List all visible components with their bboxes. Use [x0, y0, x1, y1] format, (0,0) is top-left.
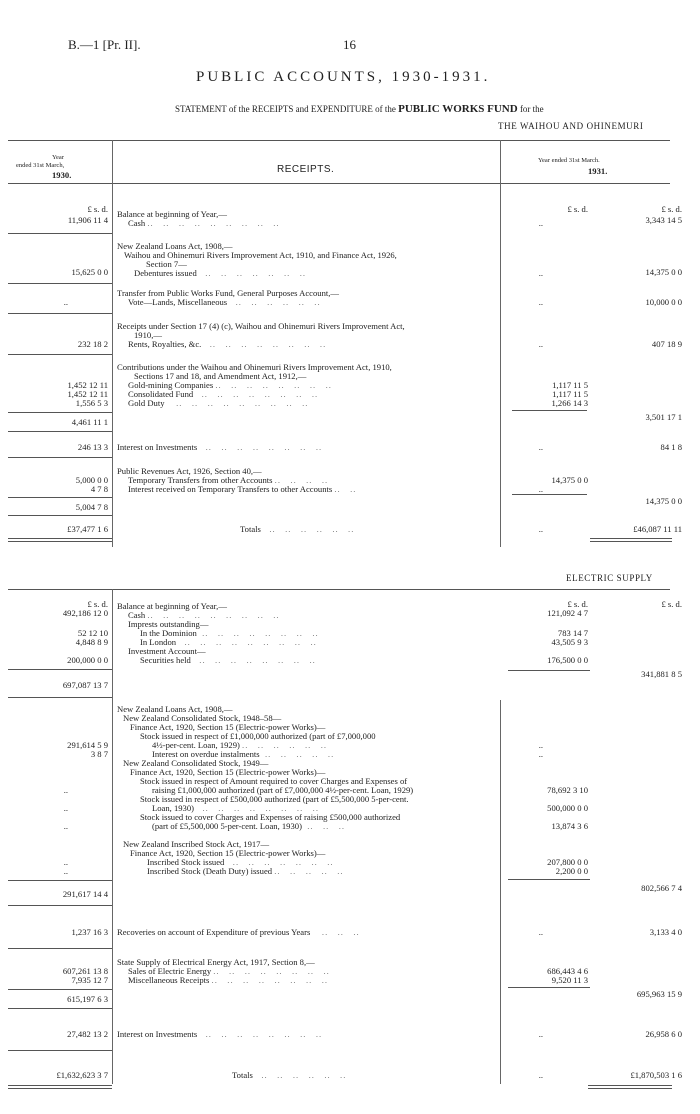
imprests-label: Imprests outstanding— — [128, 619, 209, 629]
for-the: for the — [519, 104, 544, 114]
interest-1930: 27,482 13 2 — [67, 1029, 108, 1039]
securities-1931: 176,500 0 0 — [547, 655, 588, 665]
double-rule — [8, 538, 112, 542]
balance-label: Balance at beginning of Year,— — [117, 601, 227, 611]
misc-1931: 9,520 11 3 — [551, 975, 588, 985]
stock3-1930: .. — [63, 803, 68, 813]
overdue-1931: .. — [538, 749, 543, 759]
temp-label: Temporary Transfers from other Accounts .. .. .. .. — [128, 475, 329, 485]
page-number: 16 — [343, 37, 356, 52]
stock4b-label: (part of £5,500,000 5-per-cent. Loan, 1930) .. .. .. — [152, 821, 346, 831]
rule — [8, 412, 112, 413]
rents-1931-mid: .. — [538, 339, 543, 349]
fa1920a-label: Finance Act, 1920, Section 15 (Electric-power Works)— — [130, 722, 326, 732]
vote-label: Vote—Lands, Miscellaneous .. .. .. .. .. .. — [128, 297, 321, 307]
rule — [8, 1008, 112, 1009]
receipts17-label: Receipts under Section 17 (4) (c), Waihou and Ohinemuri Rivers Improvement Act, — [117, 321, 405, 331]
totals-label: Totals .. .. .. .. .. .. — [240, 524, 355, 534]
stock3-1931: 500,000 0 0 — [547, 803, 588, 813]
rule — [8, 354, 112, 355]
pra-total-1930: 5,004 7 8 — [75, 502, 108, 512]
sales-1930: 607,261 13 8 — [62, 966, 108, 976]
page-reference: B.—1 [Pr. II]. — [68, 37, 141, 52]
rule — [8, 669, 112, 670]
statement-subtitle: THE WAIHOU AND OHINEMURI — [498, 121, 644, 131]
stock1-1931: .. — [538, 740, 543, 750]
inscribed-dd-1930: .. — [63, 866, 68, 876]
consolidated-1930: 1,452 12 11 — [67, 389, 108, 399]
rents-label: Rents, Royalties, &c. .. .. .. .. .. .. .. .. — [128, 339, 327, 349]
dominion-1931: 783 14 7 — [557, 628, 588, 638]
double-rule — [590, 538, 672, 542]
balance-label: Balance at beginning of Year,— — [117, 209, 227, 219]
contrib-label: Contributions under the Waihou and Ohinemuri Rivers Improvement Act, 1910, — [117, 362, 392, 372]
loans-total-1931: 802,566 7 4 — [641, 883, 682, 893]
fund-name: PUBLIC WORKS FUND — [398, 103, 518, 115]
header-bottom-rule — [8, 183, 670, 184]
cash-1931-mid: .. — [538, 218, 543, 228]
recoveries-1930: 1,237 16 3 — [71, 927, 108, 937]
stock1a-label: Stock issued in respect of £1,000,000 authorized (part of £7,000,000 — [140, 731, 376, 741]
nzcs2-label: New Zealand Consolidated Stock, 1949— — [123, 758, 269, 768]
gold-mining-label: Gold-mining Companies .. .. .. .. .. .. .. .. — [128, 380, 332, 390]
header-year-ended-right: Year ended 31st March. — [538, 157, 600, 164]
interest-1931: 26,958 6 0 — [645, 1029, 682, 1039]
stock3b-label: Loan, 1930) .. .. .. .. .. .. .. .. — [152, 803, 319, 813]
nzla-label: New Zealand Loans Act, 1908,— — [117, 704, 233, 714]
rule — [8, 233, 112, 234]
rule — [8, 457, 112, 458]
temp-1930: 5,000 0 0 — [75, 475, 108, 485]
temp-int-1931-mid: .. — [538, 484, 543, 494]
header-top-rule — [8, 140, 670, 141]
recoveries-label: Recoveries on account of Expenditure of previous Years .. .. .. — [117, 927, 360, 937]
rule — [8, 697, 112, 698]
state-supply-label: State Supply of Electrical Energy Act, 1917, Section 8,— — [117, 957, 315, 967]
contrib2-label: Sections 17 and 18, and Amendment Act, 1912,— — [134, 371, 307, 381]
sales-label: Sales of Electric Energy .. .. .. .. .. .. .. .. — [128, 966, 330, 976]
gold-duty-1931: 1,266 14 3 — [551, 398, 588, 408]
totals-label: Totals .. .. .. .. .. .. — [232, 1070, 347, 1080]
overdue-1930: 3 8 7 — [90, 749, 108, 759]
main-title: PUBLIC ACCOUNTS, 1930-1931. — [196, 69, 491, 85]
rule — [508, 987, 590, 988]
cash-1930: 492,186 12 0 — [62, 608, 108, 618]
stock2-1931: 78,692 3 10 — [547, 785, 588, 795]
inscribed-label: Inscribed Stock issued .. .. .. .. .. .. .. — [147, 857, 334, 867]
london-1930: 4,848 8 9 — [75, 637, 108, 647]
sec2-top-rule — [8, 589, 670, 590]
section7-label: Section 7— — [146, 259, 187, 269]
cash-label: Cash .. .. .. .. .. .. .. .. .. — [128, 218, 280, 228]
gold-duty-label: Gold Duty .. .. .. .. .. .. .. .. .. — [128, 398, 309, 408]
rule — [508, 670, 590, 671]
inscribed-dd-label: Inscribed Stock (Death Duty) issued .. .. .. .. .. — [147, 866, 344, 876]
sales-1931: 686,443 4 6 — [547, 966, 588, 976]
rule — [512, 410, 587, 411]
header-year-1931: 1931. — [588, 166, 608, 176]
stock1b-label: 4½-per-cent. Loan, 1929) .. .. .. .. .. .. — [152, 740, 328, 750]
stock4a-label: Stock issued to cover Charges and Expenses of raising £500,000 authorized — [140, 812, 401, 822]
cash-1930: 11,906 11 4 — [67, 215, 108, 225]
dominion-1930: 52 12 10 — [77, 628, 108, 638]
london-1931: 43,505 9 3 — [551, 637, 588, 647]
recoveries-1931-mid: .. — [538, 927, 543, 937]
units-1931-mid: £ s. d. — [567, 599, 588, 609]
rule — [8, 948, 112, 949]
misc-1930: 7,935 12 7 — [71, 975, 108, 985]
stock2a-label: Stock issued in respect of Amount required to cover Charges and Expenses of — [140, 776, 408, 786]
rule — [8, 515, 112, 516]
invest-acct-label: Investment Account— — [128, 646, 206, 656]
stock2b-label: raising £1,000,000 authorized (part of £7,000,000 4½-per-cent. Loan, 1929) — [152, 785, 414, 795]
interest-1931-mid: .. — [538, 442, 543, 452]
cash-label: Cash .. .. .. .. .. .. .. .. .. — [128, 610, 280, 620]
london-label: In London .. .. .. .. .. .. .. .. .. — [140, 637, 317, 647]
totals-1931-mid: .. — [538, 1070, 543, 1080]
debentures-1931: 14,375 0 0 — [645, 267, 682, 277]
dominion-label: In the Dominion .. .. .. .. .. .. .. .. — [140, 628, 319, 638]
temp-int-label: Interest received on Temporary Transfers to other Accounts .. .. — [128, 484, 357, 494]
totals-1931: £46,087 11 11 — [633, 524, 682, 534]
double-rule — [588, 1085, 672, 1089]
rule — [508, 879, 590, 880]
units-1930: £ s. d. — [87, 599, 108, 609]
interest-1930: 246 13 3 — [77, 442, 108, 452]
statement-line — [175, 104, 544, 115]
temp-1931-mid: 14,375 0 0 — [551, 475, 588, 485]
units-1930: £ s. d. — [87, 204, 108, 214]
debentures-label: Debentures issued .. .. .. .. .. .. .. — [134, 268, 306, 278]
rule — [8, 283, 112, 284]
rule — [8, 880, 112, 881]
rule — [8, 989, 112, 990]
rule — [8, 1050, 112, 1051]
col-rule-left-s1 — [112, 140, 113, 547]
nzla-label: New Zealand Loans Act, 1908,— — [117, 241, 233, 251]
rule — [8, 497, 112, 498]
col-rule-left-s2 — [112, 589, 113, 1084]
units-1931: £ s. d. — [661, 204, 682, 214]
inscribed-dd-1931: 2,200 0 0 — [555, 866, 588, 876]
wo-act-label: Waihou and Ohinemuri Rivers Improvement Act, 1910, and Finance Act, 1926, — [124, 250, 397, 260]
consolidated-1931: 1,117 11 5 — [552, 389, 588, 399]
header-year-ended: ended 31st March, — [16, 162, 65, 169]
consolidated-label: Consolidated Fund .. .. .. .. .. .. .. .. — [128, 389, 319, 399]
rule — [512, 494, 587, 495]
fa1920c-label: Finance Act, 1920, Section 15 (Electric-power Works)— — [130, 848, 326, 858]
units-1931: £ s. d. — [661, 599, 682, 609]
totals-1931: £1,870,503 1 6 — [630, 1070, 682, 1080]
contrib-total-1931: 3,501 17 1 — [645, 412, 682, 422]
interest-1931-mid: .. — [538, 1029, 543, 1039]
gold-mining-1931: 1,117 11 5 — [552, 380, 588, 390]
electric-supply-title: ELECTRIC SUPPLY — [566, 573, 653, 583]
stock4-1930: .. — [63, 821, 68, 831]
double-rule — [8, 1085, 112, 1089]
vote-1930: .. — [63, 297, 68, 307]
interest-label: Interest on Investments .. .. .. .. .. .. .. .. — [117, 442, 323, 452]
vote-1931-mid: .. — [538, 297, 543, 307]
stock3a-label: Stock issued in respect of £500,000 authorized (part of £5,500,000 5-per-cent. — [140, 794, 409, 804]
totals-1930: £37,477 1 6 — [67, 524, 108, 534]
vote-1931: 10,000 0 0 — [645, 297, 682, 307]
cash-1931: 121,092 4 7 — [547, 608, 588, 618]
recoveries-1931: 3,133 4 0 — [649, 927, 682, 937]
yr1910-label: 1910,— — [134, 330, 162, 340]
overdue-label: Interest on overdue instalments .. .. .. .. .. — [152, 749, 335, 759]
temp-int-1930: 4 7 8 — [90, 484, 108, 494]
stock1-1930: 291,614 5 9 — [67, 740, 108, 750]
col-rule-right-s1 — [500, 140, 501, 547]
header-year-1930: 1930. — [52, 170, 72, 180]
totals-1931-mid: .. — [538, 524, 543, 534]
stock4-1931: 13,874 3 6 — [551, 821, 588, 831]
col-rule-right-s2 — [500, 700, 501, 1084]
inscribed-1930: .. — [63, 857, 68, 867]
cash-1931: 3,343 14 5 — [645, 215, 682, 225]
header-receipts: RECEIPTS. — [277, 164, 335, 175]
rule — [8, 313, 112, 314]
rents-1931: 407 18 9 — [651, 339, 682, 349]
pra-total-1931: 14,375 0 0 — [645, 496, 682, 506]
transfer-label: Transfer from Public Works Fund, General Purposes Account,— — [117, 288, 340, 298]
rule — [8, 431, 112, 432]
interest-1931: 84 1 8 — [660, 442, 682, 452]
nzis-label: New Zealand Inscribed Stock Act, 1917— — [123, 839, 270, 849]
securities-1930: 200,000 0 0 — [67, 655, 108, 665]
gold-mining-1930: 1,452 12 11 — [67, 380, 108, 390]
loans-total-1930: 291,617 14 4 — [62, 889, 108, 899]
supply-total-1931: 695,963 15 9 — [636, 989, 682, 999]
securities-label: Securities held .. .. .. .. .. .. .. .. — [140, 655, 316, 665]
misc-label: Miscellaneous Receipts .. .. .. .. .. .. .. .. — [128, 975, 329, 985]
rule — [8, 905, 112, 906]
header-year-label: Year — [52, 154, 64, 161]
rents-1930: 232 18 2 — [77, 339, 108, 349]
gold-duty-1930: 1,556 5 3 — [75, 398, 108, 408]
supply-total-1930: 615,197 6 3 — [67, 994, 108, 1004]
fa1920b-label: Finance Act, 1920, Section 15 (Electric-power Works)— — [130, 767, 326, 777]
debentures-1930: 15,625 0 0 — [71, 267, 108, 277]
debentures-1931-mid: .. — [538, 268, 543, 278]
contrib-total-1930: 4,461 11 1 — [71, 417, 108, 427]
statement-prefix: STATEMENT of the RECEIPTS and EXPENDITURE of the — [175, 104, 396, 114]
inscribed-1931: 207,800 0 0 — [547, 857, 588, 867]
balance-total-1931: 341,881 8 5 — [641, 669, 682, 679]
stock2-1930: .. — [63, 785, 68, 795]
balance-total-1930: 697,087 13 7 — [62, 680, 108, 690]
units-1931-mid: £ s. d. — [567, 204, 588, 214]
interest-label: Interest on Investments .. .. .. .. .. .. .. .. — [117, 1029, 323, 1039]
nzcs1-label: New Zealand Consolidated Stock, 1948–58— — [123, 713, 282, 723]
totals-1930: £1,632,623 3 7 — [56, 1070, 108, 1080]
pra-label: Public Revenues Act, 1926, Section 40,— — [117, 466, 262, 476]
